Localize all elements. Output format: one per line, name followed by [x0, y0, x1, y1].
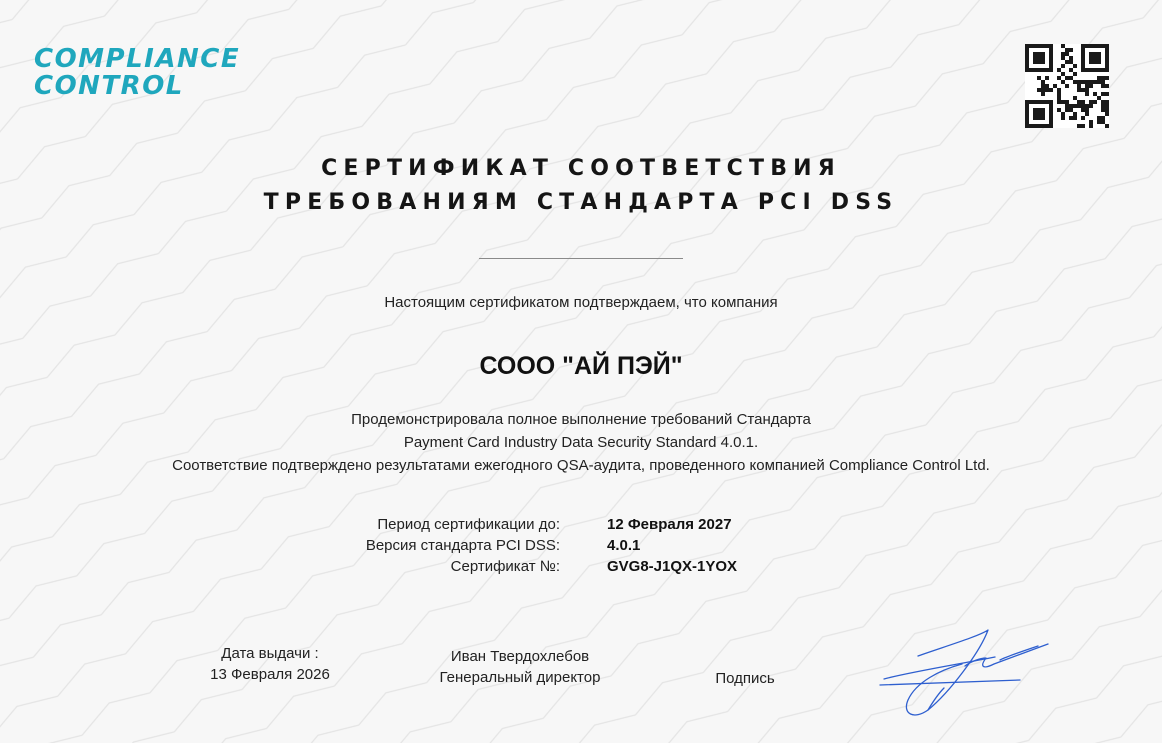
signature-label: Подпись — [715, 670, 775, 687]
issue-date-label: Дата выдачи : — [221, 645, 319, 662]
detail-value-period: 12 Февраля 2027 — [607, 516, 732, 533]
detail-value-certificate: GVG8-J1QX-1YOX — [607, 558, 738, 575]
qr-code-icon — [1025, 44, 1109, 128]
director-name: Иван Твердохлебов — [450, 648, 590, 665]
description-line-3: Соответствие подтверждено результатами ежегодного QSA-аудита, проведенного компанией Compliance Control Ltd. — [172, 457, 990, 474]
company-logo — [34, 46, 240, 100]
detail-label-certificate: Сертификат №: — [450, 558, 560, 575]
detail-label-version: Версия стандарта PCI DSS: — [365, 537, 560, 554]
description-line-1: Продемонстрировала полное выполнение требований Стандарта — [351, 411, 811, 428]
issue-date-block — [180, 643, 360, 685]
detail-value-version: 4.0.1 — [607, 537, 641, 554]
issue-date-value: 13 Февраля 2026 — [210, 666, 330, 683]
certificate-title-line-1: СЕРТИФИКАТ СООТВЕТСТВИЯ — [321, 156, 841, 181]
title-divider — [479, 258, 683, 259]
description-line-2: Payment Card Industry Data Security Standard 4.0.1. — [403, 434, 759, 451]
company-name: СООО "АЙ ПЭЙ" — [479, 352, 683, 380]
handwritten-signature — [870, 622, 1070, 722]
intro-text: Настоящим сертификатом подтверждаем, что компания — [384, 294, 778, 311]
director-block — [410, 646, 630, 688]
logo-line-2: CONTROL — [34, 71, 184, 101]
detail-label-period: Период сертификации до: — [377, 516, 560, 533]
certificate-title-line-2: ТРЕБОВАНИЯМ СТАНДАРТА PCI DSS — [263, 190, 899, 215]
director-title: Генеральный директор — [439, 669, 601, 686]
logo-line-1: COMPLIANCE — [34, 44, 241, 74]
